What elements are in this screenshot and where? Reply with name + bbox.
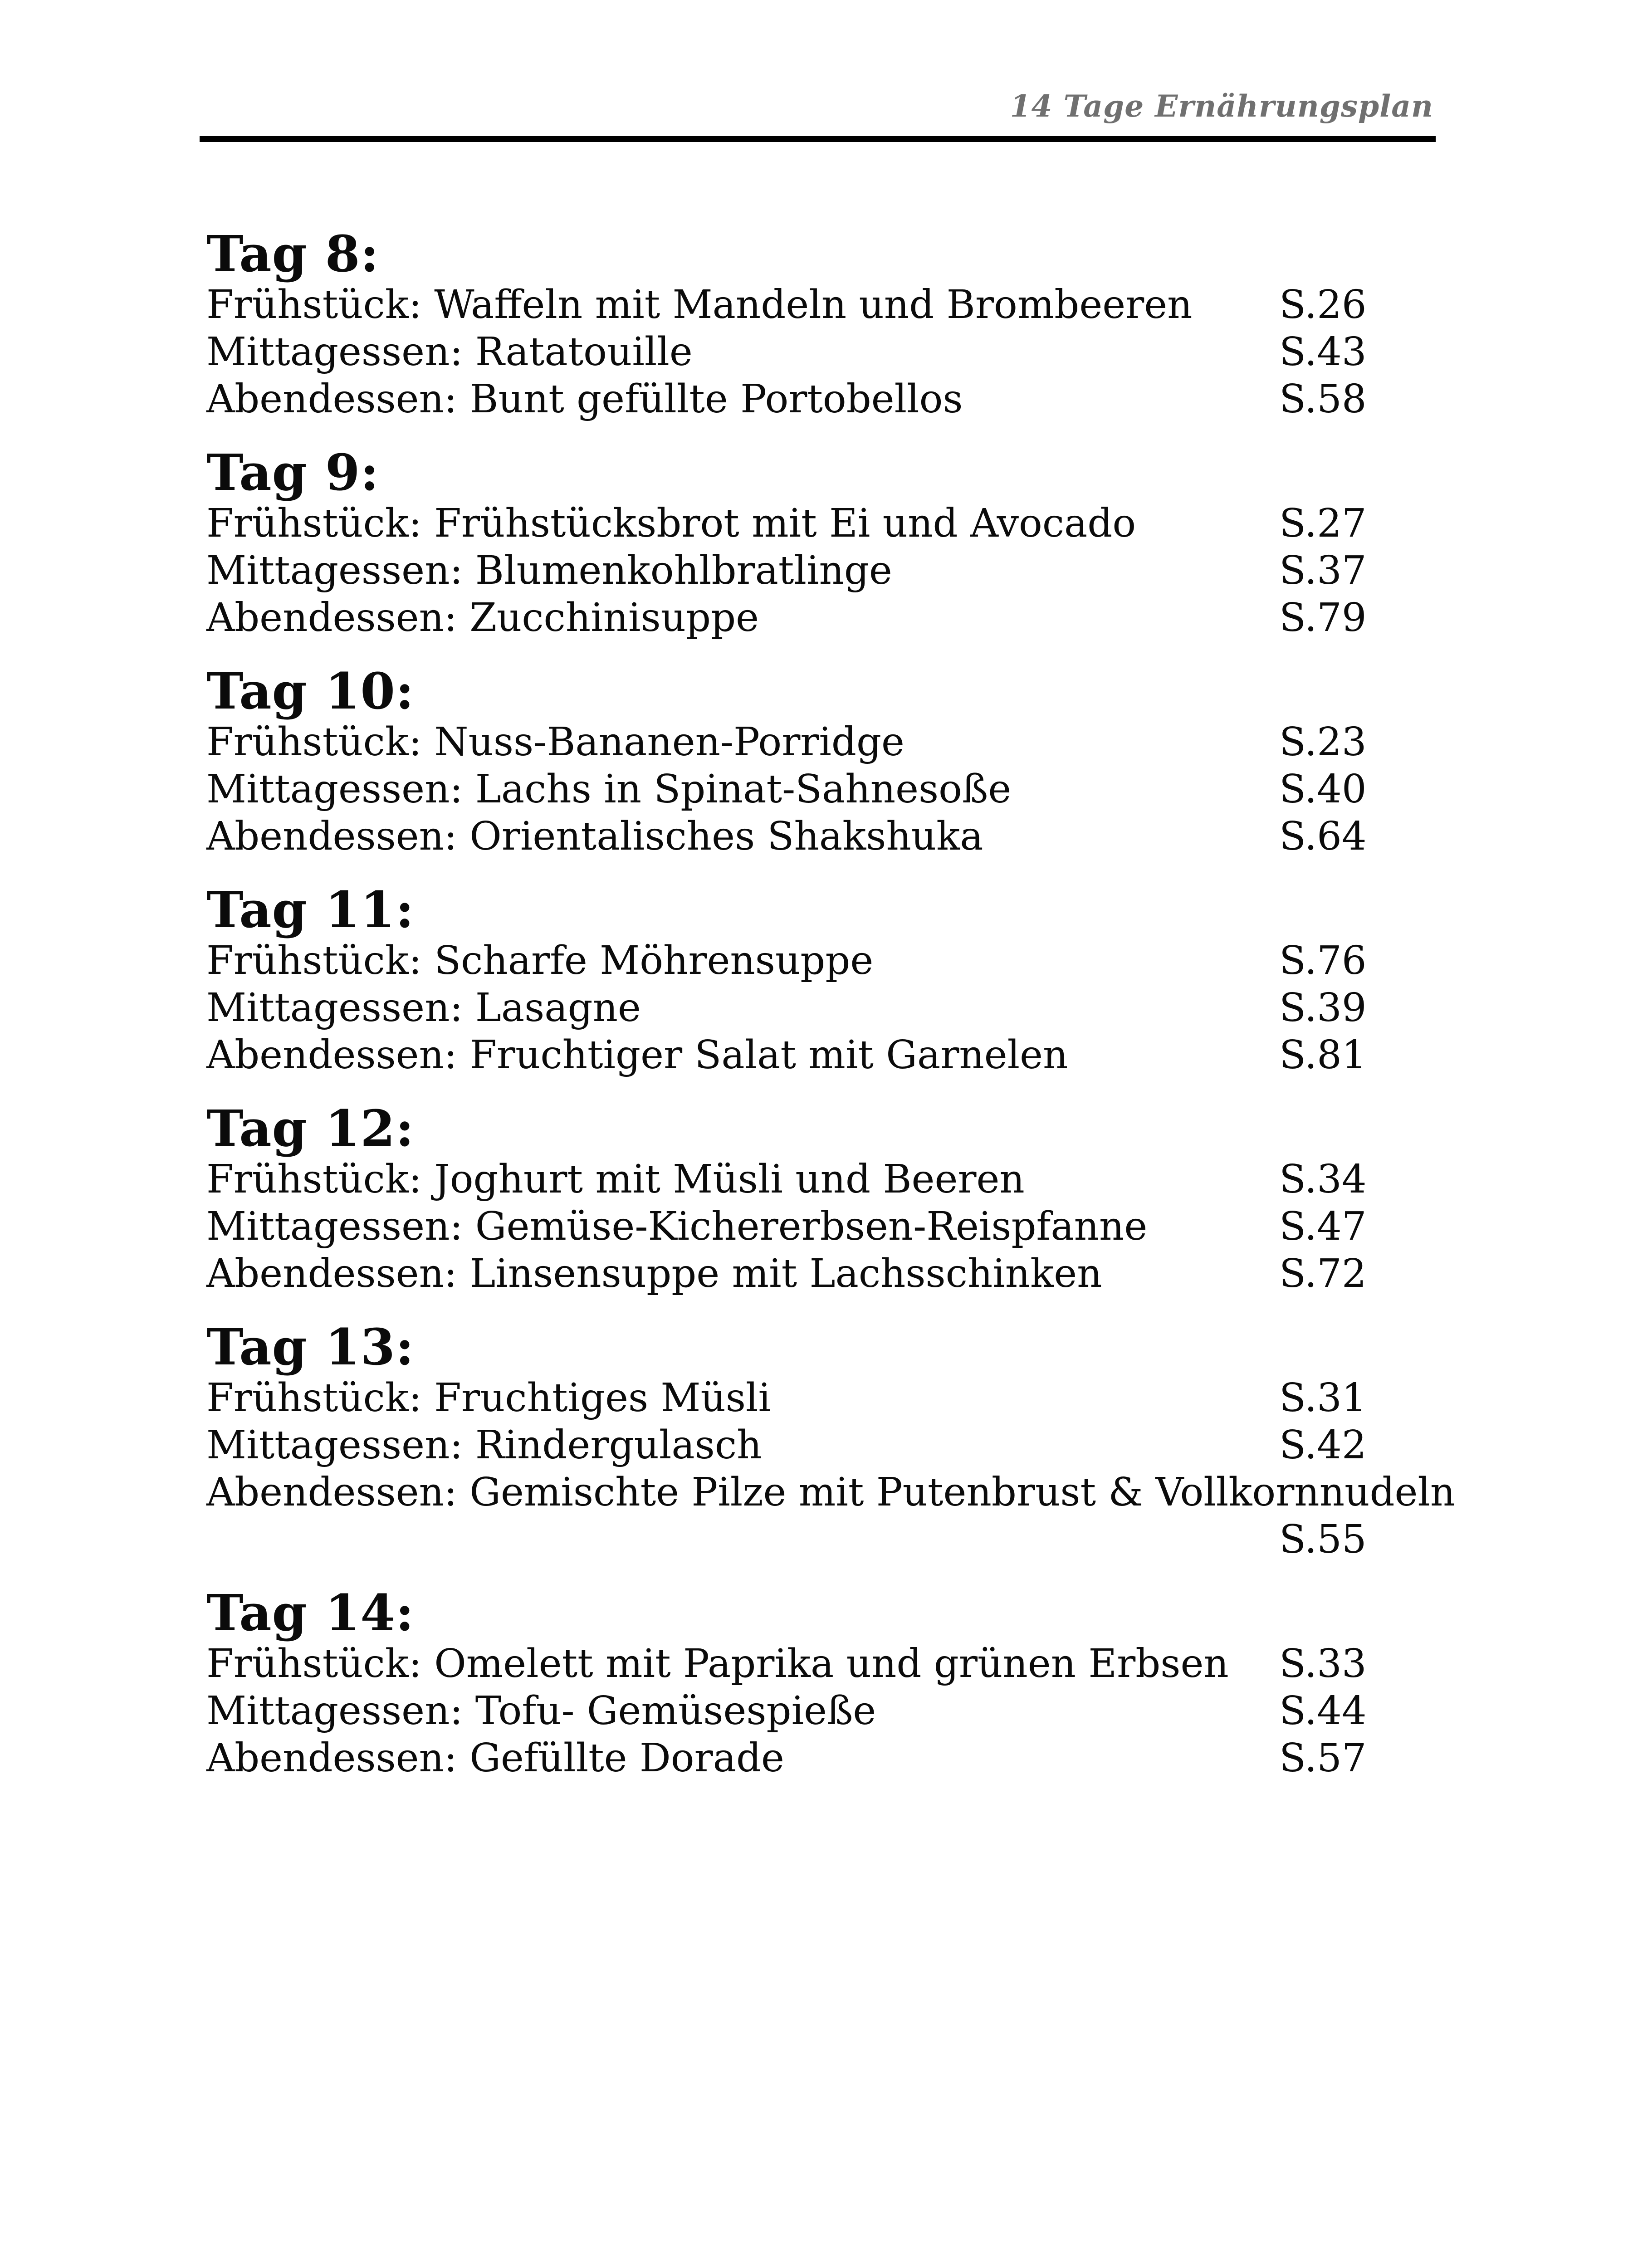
meal-text: Frühstück: Nuss-Bananen-Porridge xyxy=(206,719,905,765)
meal-text: Frühstück: Joghurt mit Müsli und Beeren xyxy=(206,1157,1025,1202)
meal-text: Frühstück: Frühstücksbrot mit Ei und Avocado xyxy=(206,501,1136,546)
meal-line xyxy=(206,1031,1431,1079)
day-heading: Tag 11: xyxy=(206,880,415,939)
meal-page-ref: S.40 xyxy=(1279,767,1367,812)
meal-line xyxy=(206,1156,1431,1203)
meal-text: Abendessen: Gefüllte Dorade xyxy=(206,1735,784,1781)
meal-line xyxy=(206,719,1431,766)
day-section xyxy=(206,1318,1456,1563)
meal-text: Abendessen: Gemischte Pilze mit Putenbrust & Vollkornnudeln xyxy=(206,1470,1456,1515)
meal-line xyxy=(206,1735,1431,1782)
meal-text: Frühstück: Scharfe Möhrensuppe xyxy=(206,938,874,983)
meal-line xyxy=(206,376,1431,423)
meal-text: Mittagessen: Tofu- Gemüsespieße xyxy=(206,1688,876,1734)
meal-line xyxy=(206,1250,1431,1297)
meal-line xyxy=(206,1203,1431,1250)
day-section xyxy=(206,1101,1431,1297)
day-heading: Tag 13: xyxy=(206,1318,415,1376)
meal-page-ref: S.33 xyxy=(1279,1641,1367,1686)
meal-page-ref: S.64 xyxy=(1279,814,1367,859)
meal-text: Frühstück: Waffeln mit Mandeln und Brombeeren xyxy=(206,282,1193,327)
meal-text: Abendessen: Fruchtiger Salat mit Garnelen xyxy=(206,1032,1068,1078)
meal-line xyxy=(206,937,1431,984)
day-heading: Tag 9: xyxy=(206,443,379,502)
meal-text: Mittagessen: Lasagne xyxy=(206,985,641,1031)
meal-page-ref: S.81 xyxy=(1279,1032,1367,1078)
meal-page-ref: S.23 xyxy=(1279,719,1367,765)
day-heading: Tag 8: xyxy=(206,225,379,283)
meal-page-ref: S.55 xyxy=(1279,1517,1367,1562)
meal-line xyxy=(206,281,1431,328)
meal-page-ref: S.47 xyxy=(1279,1204,1367,1249)
meal-text: Abendessen: Linsensuppe mit Lachsschinken xyxy=(206,1251,1102,1296)
meal-line xyxy=(206,594,1431,641)
meal-line xyxy=(206,547,1431,594)
meal-line xyxy=(206,1469,1456,1563)
meal-page-ref: S.79 xyxy=(1279,595,1367,640)
meal-text: Mittagessen: Lachs in Spinat-Sahnesoße xyxy=(206,767,1012,812)
running-header: 14 Tage Ernährungsplan xyxy=(1010,88,1433,124)
meal-text: Abendessen: Zucchinisuppe xyxy=(206,595,759,640)
meal-text: Abendessen: Bunt gefüllte Portobellos xyxy=(206,376,963,422)
meal-line xyxy=(206,813,1431,860)
meal-text: Mittagessen: Ratatouille xyxy=(206,329,693,375)
meal-line xyxy=(206,328,1431,376)
meal-plan xyxy=(206,225,1456,1804)
meal-page-ref: S.43 xyxy=(1279,329,1367,375)
meal-line xyxy=(206,1687,1431,1735)
meal-text: Abendessen: Orientalisches Shakshuka xyxy=(206,814,983,859)
meal-page-ref: S.44 xyxy=(1279,1688,1367,1734)
day-section xyxy=(206,1586,1431,1782)
day-section xyxy=(206,445,1431,641)
meal-line xyxy=(206,1422,1431,1469)
meal-page-ref: S.31 xyxy=(1279,1375,1367,1421)
meal-page-ref: S.42 xyxy=(1279,1422,1367,1468)
meal-line xyxy=(206,1640,1431,1687)
meal-line xyxy=(206,1374,1431,1422)
meal-page-ref: S.72 xyxy=(1279,1251,1367,1296)
day-heading: Tag 10: xyxy=(206,662,415,720)
day-section xyxy=(206,880,1431,1079)
day-section xyxy=(206,664,1431,860)
meal-page-ref: S.26 xyxy=(1279,282,1367,327)
meal-page-ref: S.57 xyxy=(1279,1735,1367,1781)
meal-line xyxy=(206,500,1431,547)
header-rule xyxy=(200,136,1436,142)
meal-page-ref: S.34 xyxy=(1279,1157,1367,1202)
day-heading: Tag 12: xyxy=(206,1099,415,1158)
meal-line xyxy=(206,766,1431,813)
meal-page-ref: S.37 xyxy=(1279,548,1367,593)
meal-text: Mittagessen: Blumenkohlbratlinge xyxy=(206,548,892,593)
meal-text: Mittagessen: Rindergulasch xyxy=(206,1422,762,1468)
meal-page-ref: S.58 xyxy=(1279,376,1367,422)
meal-text: Frühstück: Omelett mit Paprika und grünen Erbsen xyxy=(206,1641,1229,1686)
meal-text: Mittagessen: Gemüse-Kichererbsen-Reispfanne xyxy=(206,1204,1148,1249)
meal-page-ref: S.27 xyxy=(1279,501,1367,546)
meal-page-ref: S.76 xyxy=(1279,938,1367,983)
meal-text: Frühstück: Fruchtiges Müsli xyxy=(206,1375,771,1421)
meal-page-ref: S.39 xyxy=(1279,985,1367,1031)
day-heading: Tag 14: xyxy=(206,1584,415,1642)
day-section xyxy=(206,227,1431,423)
meal-line xyxy=(206,984,1431,1031)
